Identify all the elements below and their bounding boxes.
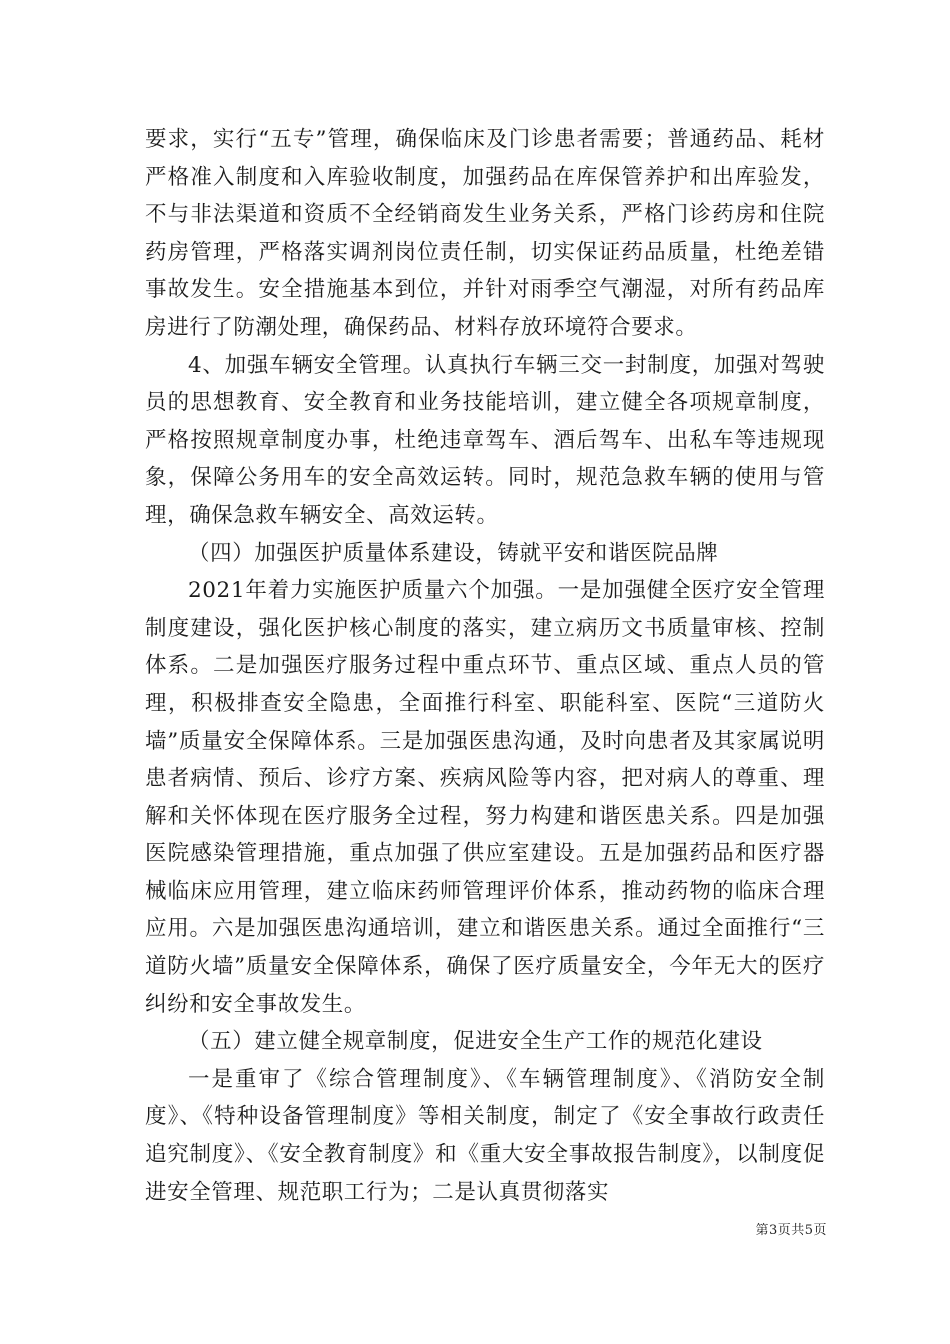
paragraph-medical-quality: 2021年着力实施医护质量六个加强。一是加强健全医疗安全管理制度建设，强化医护核心制度的落实，建立病历文书质量审核、控制体系。二是加强医疗服务过程中重点环节、重点区域、重点人员的管理，积极排查安全隐患，全面推行科室、职能科室、医院“三道防火墙”质量安全保障体系。三是加强医患沟通，及时向患者及其家属说明患者病情、预后、诊疗方案、疾病风险等内容，把对病人的尊重、理解和关怀体现在医疗服务全过程，努力构建和谐医患关系。四是加强医院感染管理措施，重点加强了供应室建设。五是加强药品和医疗器械临床应用管理，建立临床药师管理评价体系，推动药物的临床合理应用。六是加强医患沟通培训，建立和谐医患关系。通过全面推行“三道防火墙”质量安全保障体系，确保了医疗质量安全，今年无大的医疗纠纷和安全事故发生。	[145, 578, 825, 1017]
section-heading-4: （四）加强医护质量体系建设，铸就平安和谐医院品牌	[188, 540, 719, 566]
paragraph-vehicle-safety: 4、加强车辆安全管理。认真执行车辆三交一封制度，加强对驾驶员的思想教育、安全教育和业务技能培训，建立健全各项规章制度，严格按照规章制度办事，杜绝违章驾车、酒后驾车、出私车等违规现象，保障公务用车的安全高效运转。同时，规范急救车辆的使用与管理，确保急救车辆安全、高效运转。	[145, 352, 825, 528]
document-body	[145, 121, 825, 1211]
page-number: 第3页共5页	[755, 1223, 827, 1238]
paragraph-continued: 要求，实行“五专”管理，确保临床及门诊患者需要；普通药品、耗材严格准入制度和入库验收制度，加强药品在库保管养护和出库验发，不与非法渠道和资质不全经销商发生业务关系，严格门诊药房和住院药房管理，严格落实调剂岗位责任制，切实保证药品质量，杜绝差错事故发生。安全措施基本到位，并针对雨季空气潮湿，对所有药品库房进行了防潮处理，确保药品、材料存放环境符合要求。	[145, 127, 825, 340]
paragraph-rules: 一是重审了《综合管理制度》、《车辆管理制度》、《消防安全制度》、《特种设备管理制度》等相关制度，制定了《安全事故行政责任追究制度》、《安全教育制度》和《重大安全事故报告制度》，以制度促进安全管理、规范职工行为；二是认真贯彻落实	[145, 1066, 825, 1205]
section-heading-5: （五）建立健全规章制度，促进安全生产工作的规范化建设	[188, 1029, 763, 1055]
